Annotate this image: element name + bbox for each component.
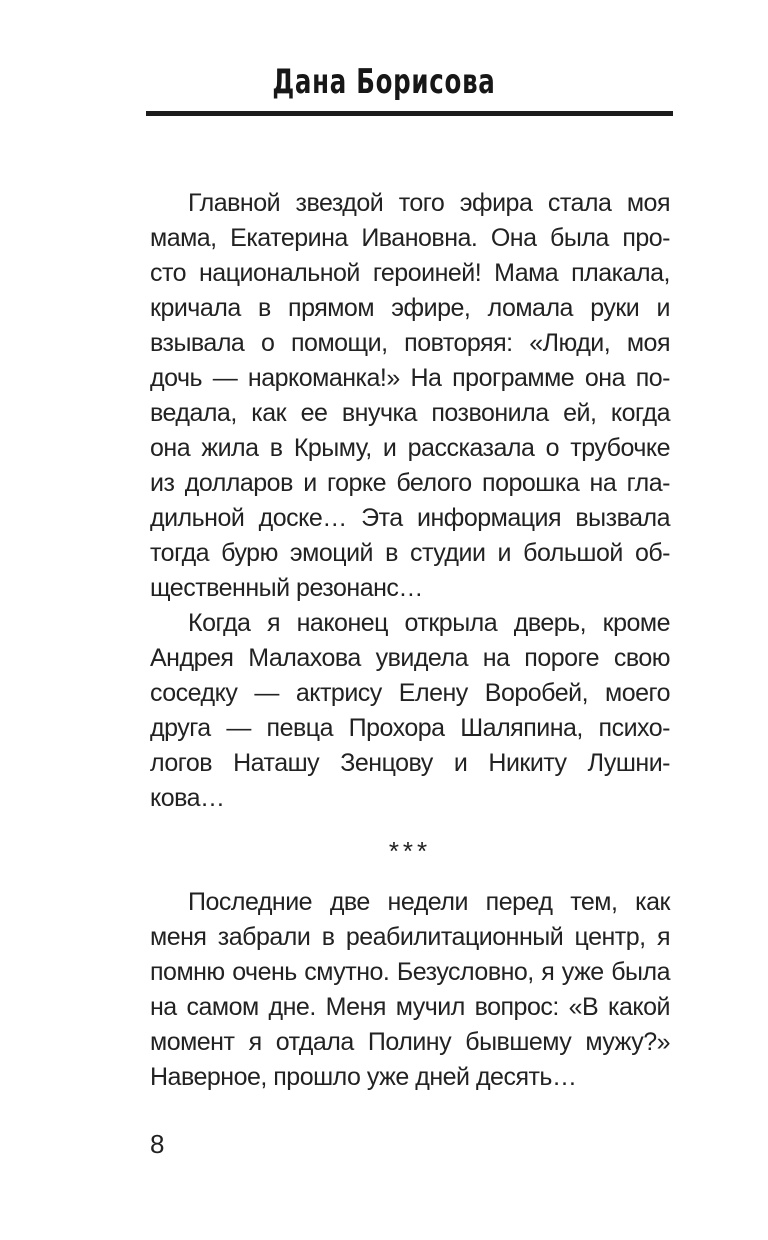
text-line: Наверное, прошло уже дней десять… <box>150 1063 577 1091</box>
text-line: Андрея Малахова увидела на пороге свою <box>150 644 670 672</box>
text-line: помню очень смутно. Безусловно, я уже была <box>150 958 670 986</box>
text-line: друга — певца Прохора Шаляпина, психо- <box>150 714 670 742</box>
text-line: дильной доске… Эта информация вызвала <box>150 504 670 532</box>
text-line: логов Наташу Зенцову и Никиту Лушни- <box>150 749 670 777</box>
text-line: из долларов и горке белого порошка на гла- <box>150 469 670 497</box>
text-line: ведала, как ее внучка позвонила ей, когда <box>150 399 670 427</box>
text-line: тогда бурю эмоций в студии и большой об- <box>150 539 670 567</box>
page-footer <box>150 1127 768 1162</box>
text-line: она жила в Крыму, и рассказала о трубочке <box>150 434 670 462</box>
text-line: щественный резонанс… <box>150 574 423 602</box>
text-line: Последние две недели перед тем, как <box>188 888 670 916</box>
text-line: соседку — актрису Елену Воробей, моего <box>150 679 670 707</box>
text-line: сто национальной героиней! Мама плакала, <box>150 259 670 287</box>
text-line: Когда я наконец открыла дверь, кроме <box>188 609 670 637</box>
text-line: мама, Екатерина Ивановна. Она была про- <box>150 224 670 252</box>
text-line: момент я отдала Полину бывшему мужу?» <box>150 1028 670 1056</box>
text-line: дочь — наркоманка!» На программе она по- <box>150 364 670 392</box>
text-line: меня забрали в реабилитационный центр, я <box>150 923 670 951</box>
section-separator: *** <box>388 836 432 866</box>
paragraph <box>150 606 670 816</box>
header-rule <box>146 111 673 116</box>
text-line: кова… <box>150 784 225 812</box>
paragraph <box>150 186 670 606</box>
author-header <box>0 0 768 116</box>
text-line: взывала о помощи, повторяя: «Люди, моя <box>150 329 670 357</box>
page-body <box>150 186 670 1095</box>
text-line: на самом дне. Меня мучил вопрос: «В какой <box>150 993 670 1021</box>
page-number: 8 <box>150 1129 165 1159</box>
paragraph <box>150 885 670 1095</box>
text-line: кричала в прямом эфире, ломала руки и <box>150 294 670 322</box>
text-line: Главной звездой того эфира стала моя <box>188 189 670 217</box>
author-title: Дана Борисова <box>272 62 496 102</box>
